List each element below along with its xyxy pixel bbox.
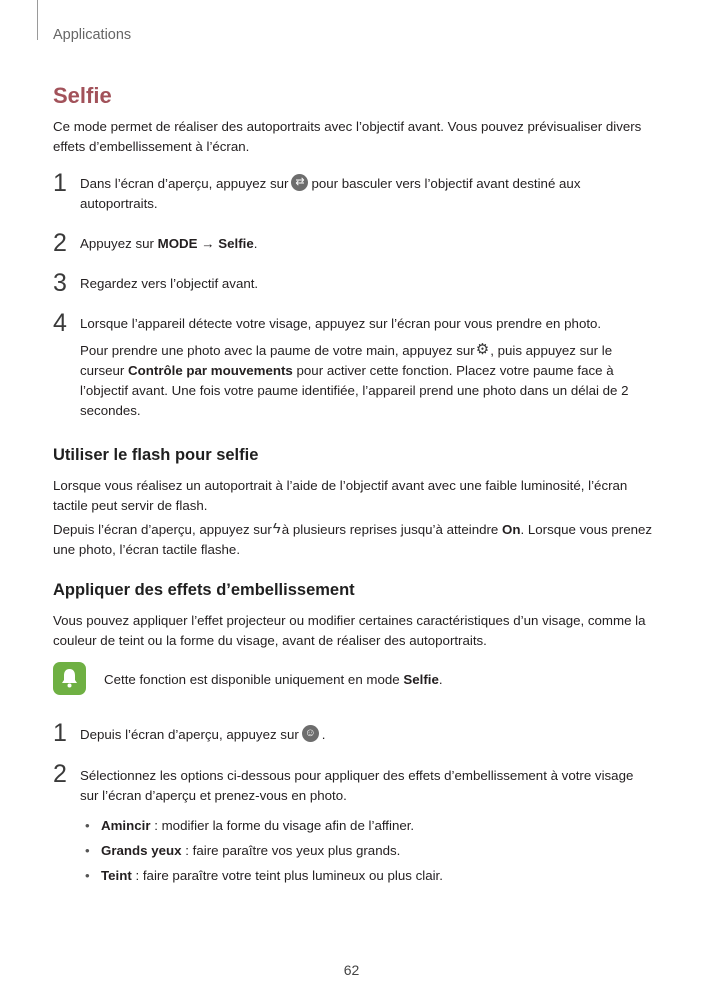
page-title: Selfie: [53, 83, 112, 108]
list-item: Teint : faire paraître votre teint plus lumineux ou plus clair.: [101, 868, 443, 883]
beauty-heading: Appliquer des effets d’embellissement: [53, 581, 355, 599]
page-number: 62: [343, 962, 360, 978]
step-text: Dans l’écran d’aperçu, appuyez sur ⇄ pour basculer vers l’objectif avant destiné aux autoportraits.: [80, 175, 581, 211]
flash-paragraph-1: Lorsque vous réalisez un autoportrait à l’aide de l’objectif avant avec une faible luminosité, l’écran tactile peut servir de flash.: [53, 478, 628, 513]
step-text: Sélectionnez les options ci-dessous pour appliquer des effets d’embellissement à votre visage sur l’écran d’aperçu et prenez-vous en photo.: [80, 768, 634, 803]
step-number: 4: [53, 309, 67, 337]
step-number: 2: [53, 229, 67, 257]
bullet-marker: •: [85, 843, 90, 858]
section-header: Applications: [53, 27, 132, 43]
flash-paragraph-2: Depuis l’écran d’aperçu, appuyez surϟà plusieurs reprises jusqu’à atteindre On. Lorsque vous prenez une photo, l’écran tactile flashe.: [53, 520, 653, 558]
step-text: Depuis l’écran d’aperçu, appuyez sur ☺ .: [80, 726, 326, 742]
beauty-paragraph: Vous pouvez appliquer l’effet projecteur ou modifier certaines caractéristiques d’un visage, comme la couleur de teint ou la forme du visage, avant de réaliser des autoportraits.: [53, 613, 646, 648]
note-bell-icon: [53, 662, 86, 695]
step-text: Lorsque l’appareil détecte votre visage, appuyez sur l’écran pour vous prendre en photo.: [80, 316, 602, 331]
step-text: Appuyez sur MODE → Selfie.: [80, 236, 258, 251]
switch-camera-icon: ⇄: [291, 174, 308, 191]
step-number: 1: [53, 169, 67, 197]
step-number: 1: [53, 719, 67, 747]
list-item: Amincir : modifier la forme du visage afin de l’affiner.: [101, 818, 415, 833]
step-subtext: Pour prendre une photo avec la paume de votre main, appuyez sur⚙, puis appuyez sur le curseur Contrôle par mouvements pour activer cette fonction. Placez votre paume face à l’objectif avant. Une fois votre paume identifiée, l’appareil prend une photo dans un délai de 2 secondes.: [80, 341, 629, 419]
step-number: 2: [53, 760, 67, 788]
bullet-marker: •: [85, 818, 90, 833]
settings-gear-icon: ⚙: [475, 341, 490, 359]
flash-heading: Utiliser le flash pour selfie: [53, 446, 259, 464]
list-item: Grands yeux : faire paraître vos yeux plus grands.: [101, 843, 401, 858]
intro-paragraph: Ce mode permet de réaliser des autoportraits avec l’objectif avant. Vous pouvez prévisualiser divers effets d’embellissement à l’écran.: [53, 119, 642, 154]
step-text: Regardez vers l’objectif avant.: [80, 276, 259, 291]
beauty-face-icon: ☺: [302, 725, 319, 742]
step-number: 3: [53, 269, 67, 297]
note-text: Cette fonction est disponible uniquement en mode Selfie.: [104, 672, 443, 687]
flash-icon: ϟ: [272, 520, 281, 538]
bullet-marker: •: [85, 868, 90, 883]
header-divider: [37, 0, 38, 40]
